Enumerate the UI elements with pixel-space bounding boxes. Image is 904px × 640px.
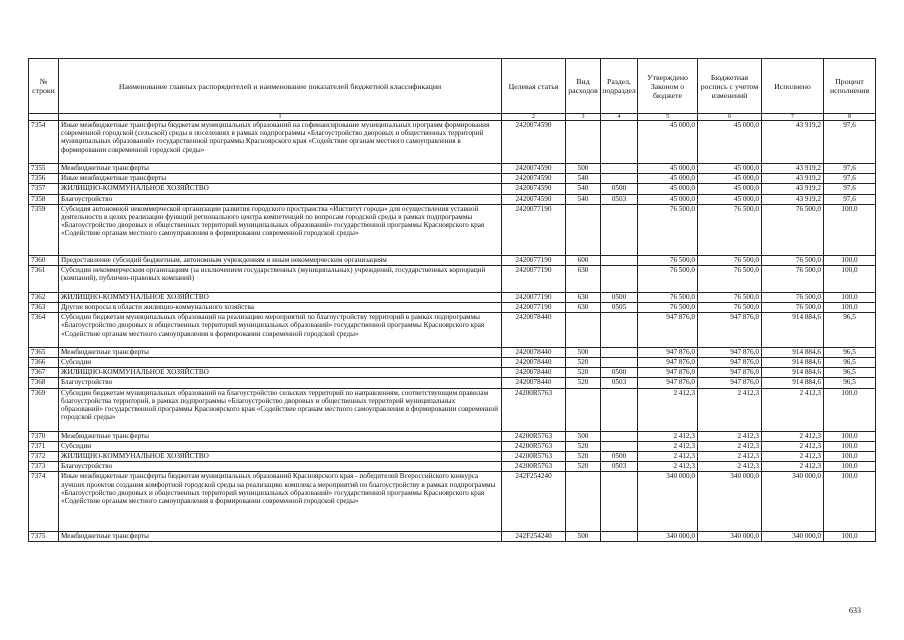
column-index-row xyxy=(29,114,876,121)
cell-approved: 947 876,0 xyxy=(638,368,698,378)
cell-budget-schedule: 45 000,0 xyxy=(698,184,762,194)
page-number: 633 xyxy=(849,606,861,615)
cell-expense-kind xyxy=(566,204,601,255)
cell-expense-kind xyxy=(566,121,601,164)
cell-percent: 96,5 xyxy=(824,358,876,368)
cell-name: Иные межбюджетные трансферты бюджетам муниципальных образований Красноярского края - победителей Всероссийского конкурса лучших проектов создания комфортной городской среды на реализацию комплекса мероприятий по благоустройству в рамках подпрограммы «Благоустройство дворовых и общественных территорий муниципальных образований» государственной программы Красноярского края «Содействие органам местного самоуправления в формировании современной городской среды» xyxy=(59,472,502,531)
cell-budget-schedule: 45 000,0 xyxy=(698,121,762,164)
cell-row-number: 7373 xyxy=(29,462,59,472)
table-row xyxy=(29,347,876,357)
table-row xyxy=(29,358,876,368)
cell-row-number: 7367 xyxy=(29,368,59,378)
cell-name: Благоустройство xyxy=(59,462,502,472)
cell-approved: 2 412,3 xyxy=(638,441,698,451)
cell-percent: 100,0 xyxy=(824,472,876,531)
cell-budget-schedule: 947 876,0 xyxy=(698,358,762,368)
cell-approved: 947 876,0 xyxy=(638,347,698,357)
column-index-cell: 2 xyxy=(502,114,566,121)
cell-name: Межбюджетные трансферты xyxy=(59,164,502,174)
cell-target-article: 242F254240 xyxy=(502,531,566,541)
table-row xyxy=(29,184,876,194)
cell-executed: 2 412,3 xyxy=(762,441,824,451)
cell-target-article: 24200R5763 xyxy=(502,388,566,431)
cell-row-number: 7374 xyxy=(29,472,59,531)
cell-percent: 100,0 xyxy=(824,441,876,451)
cell-expense-kind: 500 xyxy=(566,164,601,174)
cell-executed: 914 884,6 xyxy=(762,347,824,357)
table-row xyxy=(29,368,876,378)
cell-approved: 340 000,0 xyxy=(638,531,698,541)
cell-executed: 340 000,0 xyxy=(762,531,824,541)
cell-target-article: 2420078440 xyxy=(502,347,566,357)
cell-row-number: 7362 xyxy=(29,292,59,302)
cell-name: Межбюджетные трансферты xyxy=(59,347,502,357)
cell-target-article: 2420077190 xyxy=(502,204,566,255)
cell-percent: 97,6 xyxy=(824,164,876,174)
cell-percent: 100,0 xyxy=(824,462,876,472)
cell-section: 0503 xyxy=(601,378,638,388)
cell-target-article: 2420077190 xyxy=(502,292,566,302)
cell-section: 0500 xyxy=(601,184,638,194)
cell-row-number: 7365 xyxy=(29,347,59,357)
cell-budget-schedule: 947 876,0 xyxy=(698,368,762,378)
cell-section xyxy=(601,313,638,348)
header-percent: Процент исполнения xyxy=(824,59,876,114)
cell-budget-schedule: 76 500,0 xyxy=(698,266,762,293)
cell-executed: 43 919,2 xyxy=(762,164,824,174)
cell-expense-kind: 500 xyxy=(566,531,601,541)
cell-executed: 2 412,3 xyxy=(762,462,824,472)
cell-approved: 45 000,0 xyxy=(638,121,698,164)
cell-section: 0505 xyxy=(601,302,638,312)
cell-approved: 2 412,3 xyxy=(638,388,698,431)
cell-budget-schedule: 340 000,0 xyxy=(698,472,762,531)
cell-row-number: 7359 xyxy=(29,204,59,255)
cell-target-article: 2420077190 xyxy=(502,302,566,312)
cell-section xyxy=(601,255,638,265)
cell-percent: 96,5 xyxy=(824,378,876,388)
cell-approved: 76 500,0 xyxy=(638,255,698,265)
cell-target-article: 24200R5763 xyxy=(502,462,566,472)
cell-name: Благоустройство xyxy=(59,378,502,388)
cell-name: Межбюджетные трансферты xyxy=(59,531,502,541)
cell-executed: 914 884,6 xyxy=(762,368,824,378)
cell-row-number: 7357 xyxy=(29,184,59,194)
cell-name: ЖИЛИЩНО-КОММУНАЛЬНОЕ ХОЗЯЙСТВО xyxy=(59,292,502,302)
header-approved: Утверждено Законом о бюджете xyxy=(638,59,698,114)
cell-approved: 947 876,0 xyxy=(638,358,698,368)
cell-target-article: 2420074590 xyxy=(502,174,566,184)
table-row xyxy=(29,462,876,472)
header-expense-kind: Вид расходов xyxy=(566,59,601,114)
header-section: Раздел, подраздел xyxy=(601,59,638,114)
cell-approved: 76 500,0 xyxy=(638,302,698,312)
cell-expense-kind: 520 xyxy=(566,452,601,462)
header-row-number: № строки xyxy=(29,59,59,114)
cell-section: 0503 xyxy=(601,194,638,204)
cell-name: Благоустройство xyxy=(59,194,502,204)
table-row xyxy=(29,441,876,451)
cell-expense-kind: 520 xyxy=(566,462,601,472)
cell-executed: 76 500,0 xyxy=(762,302,824,312)
column-index-cell xyxy=(29,114,59,121)
cell-row-number: 7368 xyxy=(29,378,59,388)
cell-name: Субсидии xyxy=(59,441,502,451)
table-row xyxy=(29,255,876,265)
column-index-cell: 3 xyxy=(566,114,601,121)
cell-executed: 2 412,3 xyxy=(762,452,824,462)
cell-executed: 43 919,2 xyxy=(762,121,824,164)
cell-target-article: 2420078440 xyxy=(502,358,566,368)
table-row xyxy=(29,174,876,184)
cell-expense-kind xyxy=(566,472,601,531)
cell-section: 0500 xyxy=(601,452,638,462)
cell-name: Субсидии некоммерческим организациям (за исключением государственных (муниципальных) учреждений, государственных корпораций (компаний), публично-правовых компаний) xyxy=(59,266,502,293)
cell-percent: 100,0 xyxy=(824,531,876,541)
cell-executed: 76 500,0 xyxy=(762,266,824,293)
cell-expense-kind: 540 xyxy=(566,174,601,184)
cell-row-number: 7371 xyxy=(29,441,59,451)
cell-row-number: 7358 xyxy=(29,194,59,204)
cell-percent: 100,0 xyxy=(824,452,876,462)
cell-target-article: 242F254240 xyxy=(502,472,566,531)
cell-section xyxy=(601,266,638,293)
cell-section: 0503 xyxy=(601,462,638,472)
table-row xyxy=(29,194,876,204)
cell-section xyxy=(601,472,638,531)
cell-target-article: 2420078440 xyxy=(502,313,566,348)
cell-budget-schedule: 45 000,0 xyxy=(698,164,762,174)
cell-budget-schedule: 76 500,0 xyxy=(698,255,762,265)
cell-target-article: 2420074590 xyxy=(502,194,566,204)
cell-row-number: 7369 xyxy=(29,388,59,431)
cell-executed: 914 884,6 xyxy=(762,358,824,368)
cell-section: 0500 xyxy=(601,368,638,378)
table-row xyxy=(29,452,876,462)
cell-row-number: 7366 xyxy=(29,358,59,368)
cell-row-number: 7370 xyxy=(29,431,59,441)
cell-name: ЖИЛИЩНО-КОММУНАЛЬНОЕ ХОЗЯЙСТВО xyxy=(59,452,502,462)
cell-name: Иные межбюджетные трансферты xyxy=(59,174,502,184)
cell-target-article: 2420078440 xyxy=(502,368,566,378)
cell-expense-kind: 540 xyxy=(566,184,601,194)
cell-percent: 100,0 xyxy=(824,302,876,312)
cell-section xyxy=(601,174,638,184)
cell-executed: 76 500,0 xyxy=(762,255,824,265)
cell-expense-kind: 520 xyxy=(566,441,601,451)
cell-section xyxy=(601,441,638,451)
cell-budget-schedule: 947 876,0 xyxy=(698,347,762,357)
cell-executed: 43 919,2 xyxy=(762,174,824,184)
cell-row-number: 7375 xyxy=(29,531,59,541)
cell-budget-schedule: 2 412,3 xyxy=(698,441,762,451)
cell-section xyxy=(601,347,638,357)
cell-name: Другие вопросы в области жилищно-коммунального хозяйства xyxy=(59,302,502,312)
budget-table-container xyxy=(28,58,875,542)
cell-budget-schedule: 76 500,0 xyxy=(698,302,762,312)
cell-approved: 2 412,3 xyxy=(638,462,698,472)
cell-approved: 76 500,0 xyxy=(638,266,698,293)
cell-percent: 96,5 xyxy=(824,368,876,378)
cell-expense-kind: 630 xyxy=(566,292,601,302)
cell-executed: 43 919,2 xyxy=(762,194,824,204)
cell-row-number: 7355 xyxy=(29,164,59,174)
cell-target-article: 2420077190 xyxy=(502,266,566,293)
cell-percent: 100,0 xyxy=(824,431,876,441)
cell-section xyxy=(601,431,638,441)
cell-row-number: 7363 xyxy=(29,302,59,312)
cell-approved: 947 876,0 xyxy=(638,313,698,348)
cell-name: Предоставление субсидий бюджетным, автономным учреждениям и иным некоммерческим организациям xyxy=(59,255,502,265)
table-row xyxy=(29,388,876,431)
cell-section xyxy=(601,204,638,255)
table-row xyxy=(29,472,876,531)
cell-approved: 2 412,3 xyxy=(638,431,698,441)
cell-approved: 340 000,0 xyxy=(638,472,698,531)
cell-name: ЖИЛИЩНО-КОММУНАЛЬНОЕ ХОЗЯЙСТВО xyxy=(59,184,502,194)
cell-percent: 96,5 xyxy=(824,313,876,348)
cell-section: 0500 xyxy=(601,292,638,302)
cell-executed: 2 412,3 xyxy=(762,431,824,441)
cell-percent: 97,6 xyxy=(824,184,876,194)
cell-approved: 76 500,0 xyxy=(638,204,698,255)
cell-percent: 100,0 xyxy=(824,204,876,255)
cell-budget-schedule: 947 876,0 xyxy=(698,378,762,388)
header-executed: Исполнено xyxy=(762,59,824,114)
cell-target-article: 2420074590 xyxy=(502,164,566,174)
cell-expense-kind: 540 xyxy=(566,194,601,204)
table-row xyxy=(29,204,876,255)
column-index-cell: 4 xyxy=(601,114,638,121)
table-row xyxy=(29,121,876,164)
column-index-cell: 1 xyxy=(59,114,502,121)
cell-target-article: 24200R5763 xyxy=(502,441,566,451)
cell-budget-schedule: 2 412,3 xyxy=(698,388,762,431)
cell-name: Субсидии бюджетам муниципальных образований на благоустройство сельских территорий по направлениям, соответствующим правилам благоустройства территорий, в рамках подпрограммы «Благоустройство дворовых и общественных территорий муниципальных образований» государственной программы Красноярского края «Содействие органам местного самоуправления в формировании современной городской среды» xyxy=(59,388,502,431)
table-row xyxy=(29,313,876,348)
header-name: Наименование главных распорядителей и наименование показателей бюджетной классификации xyxy=(59,59,502,114)
cell-name: Субсидии xyxy=(59,358,502,368)
column-index-cell: 7 xyxy=(762,114,824,121)
table-row xyxy=(29,431,876,441)
cell-approved: 45 000,0 xyxy=(638,184,698,194)
cell-name: Межбюджетные трансферты xyxy=(59,431,502,441)
cell-section xyxy=(601,388,638,431)
cell-section xyxy=(601,358,638,368)
cell-executed: 76 500,0 xyxy=(762,292,824,302)
cell-section xyxy=(601,121,638,164)
cell-executed: 43 919,2 xyxy=(762,184,824,194)
cell-budget-schedule: 76 500,0 xyxy=(698,204,762,255)
cell-percent: 97,6 xyxy=(824,174,876,184)
cell-name: Субсидии бюджетам муниципальных образований на реализацию мероприятий по благоустройству территорий в рамках подпрограммы «Благоустройство дворовых и общественных территорий муниципальных образований» государственной программы Красноярского края «Содействие органам местного самоуправления в формировании современной городской среды» xyxy=(59,313,502,348)
cell-section xyxy=(601,531,638,541)
cell-target-article: 2420077190 xyxy=(502,255,566,265)
cell-approved: 947 876,0 xyxy=(638,378,698,388)
cell-expense-kind: 600 xyxy=(566,255,601,265)
cell-expense-kind xyxy=(566,388,601,431)
cell-percent: 97,6 xyxy=(824,121,876,164)
cell-expense-kind: 520 xyxy=(566,358,601,368)
cell-expense-kind xyxy=(566,313,601,348)
cell-approved: 76 500,0 xyxy=(638,292,698,302)
cell-row-number: 7361 xyxy=(29,266,59,293)
cell-section xyxy=(601,164,638,174)
cell-name: Иные межбюджетные трансферты бюджетам муниципальных образований на софинансирование муниципальных программ формирования современной городской (сельской) среды в поселениях в рамках подпрограммы «Благоустройство дворовых и общественных территорий муниципальных образований» государственной программы Красноярского края «Содействие органам местного самоуправления в формировании современной городской среды» xyxy=(59,121,502,164)
header-budget-schedule: Бюджетная роспись с учетом изменений xyxy=(698,59,762,114)
cell-percent: 100,0 xyxy=(824,266,876,293)
table-row xyxy=(29,266,876,293)
cell-target-article: 24200R5763 xyxy=(502,452,566,462)
cell-row-number: 7356 xyxy=(29,174,59,184)
cell-target-article: 2420074590 xyxy=(502,184,566,194)
cell-target-article: 2420074590 xyxy=(502,121,566,164)
cell-target-article: 2420078440 xyxy=(502,378,566,388)
table-row xyxy=(29,292,876,302)
cell-row-number: 7360 xyxy=(29,255,59,265)
cell-row-number: 7354 xyxy=(29,121,59,164)
header-target-article: Целевая статья xyxy=(502,59,566,114)
cell-percent: 96,5 xyxy=(824,347,876,357)
cell-budget-schedule: 2 412,3 xyxy=(698,431,762,441)
table-row xyxy=(29,164,876,174)
table-row xyxy=(29,378,876,388)
cell-approved: 45 000,0 xyxy=(638,194,698,204)
cell-expense-kind: 500 xyxy=(566,347,601,357)
cell-name: Субсидия автономной некоммерческой организации развития городского пространства «Институт города» для осуществления уставной деятельности в целях реализации функций регионального центра компетенций по вопросам городской среды в рамках подпрограммы «Благоустройство дворовых и общественных территорий муниципальных образований» государственной программы Красноярского края «Содействие органам местного самоуправления в формировании современной городской среды» xyxy=(59,204,502,255)
header-row xyxy=(29,59,876,114)
cell-percent: 100,0 xyxy=(824,292,876,302)
cell-executed: 914 884,6 xyxy=(762,313,824,348)
cell-executed: 2 412,3 xyxy=(762,388,824,431)
cell-approved: 45 000,0 xyxy=(638,174,698,184)
column-index-cell: 6 xyxy=(698,114,762,121)
cell-budget-schedule: 2 412,3 xyxy=(698,462,762,472)
cell-row-number: 7364 xyxy=(29,313,59,348)
cell-expense-kind: 630 xyxy=(566,266,601,293)
cell-percent: 97,6 xyxy=(824,194,876,204)
cell-executed: 914 884,6 xyxy=(762,378,824,388)
cell-executed: 340 000,0 xyxy=(762,472,824,531)
cell-budget-schedule: 2 412,3 xyxy=(698,452,762,462)
cell-expense-kind: 500 xyxy=(566,431,601,441)
table-row xyxy=(29,302,876,312)
cell-budget-schedule: 76 500,0 xyxy=(698,292,762,302)
cell-expense-kind: 520 xyxy=(566,378,601,388)
cell-budget-schedule: 45 000,0 xyxy=(698,194,762,204)
column-index-cell: 5 xyxy=(638,114,698,121)
cell-row-number: 7372 xyxy=(29,452,59,462)
cell-budget-schedule: 947 876,0 xyxy=(698,313,762,348)
cell-expense-kind: 520 xyxy=(566,368,601,378)
cell-expense-kind: 630 xyxy=(566,302,601,312)
budget-table xyxy=(28,58,876,542)
cell-executed: 76 500,0 xyxy=(762,204,824,255)
cell-percent: 100,0 xyxy=(824,255,876,265)
table-body xyxy=(29,114,876,542)
table-row xyxy=(29,531,876,541)
column-index-cell: 8 xyxy=(824,114,876,121)
cell-approved: 45 000,0 xyxy=(638,164,698,174)
cell-target-article: 24200R5763 xyxy=(502,431,566,441)
cell-budget-schedule: 340 000,0 xyxy=(698,531,762,541)
cell-approved: 2 412,3 xyxy=(638,452,698,462)
cell-name: ЖИЛИЩНО-КОММУНАЛЬНОЕ ХОЗЯЙСТВО xyxy=(59,368,502,378)
cell-budget-schedule: 45 000,0 xyxy=(698,174,762,184)
cell-percent: 100,0 xyxy=(824,388,876,431)
